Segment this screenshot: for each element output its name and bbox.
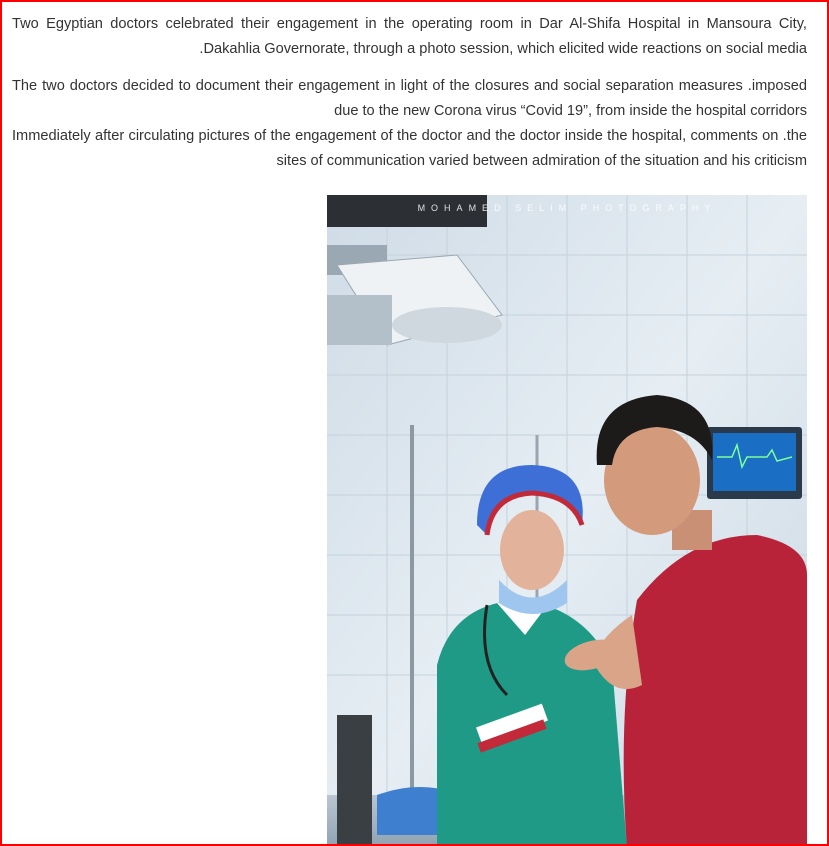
photo-watermark: MOHAMED SELIM PHOTOGRAPHY	[417, 203, 717, 213]
article-paragraph-3: Immediately after circulating pictures of the engagement of the doctor and the doctor inside the hospital, comments on .the sites of communication varied between admiration of the situation and his criticism	[12, 128, 807, 169]
photo-illustration	[327, 195, 807, 846]
article-paragraph-1: Two Egyptian doctors celebrated their engagement in the operating room in Dar Al-Shifa Hospital in Mansoura City, .Dakahlia Governorate, through a photo session, which elicited wide reactions on social media	[12, 16, 807, 57]
article-body	[12, 12, 807, 174]
engagement-photo	[327, 195, 807, 846]
article-paragraph-2: The two doctors decided to document their engagement in light of the closures and social separation measures .imposed due to the new Corona virus “Covid 19”, from inside the hospital corridors	[12, 78, 807, 119]
patient-monitor	[707, 427, 802, 499]
gas-cylinder	[337, 715, 372, 846]
